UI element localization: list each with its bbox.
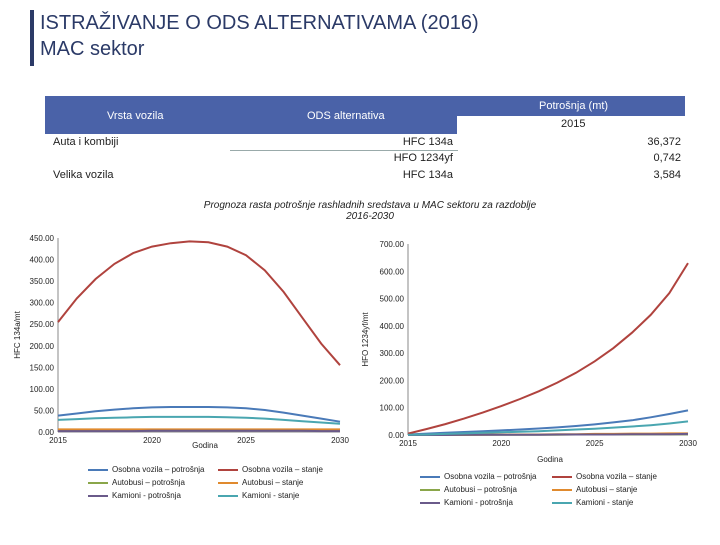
x-axis-label: Godina <box>537 455 563 464</box>
y-tick-label: 300.00 <box>30 299 55 308</box>
series-line-1 <box>58 407 340 422</box>
legend-swatch <box>218 495 238 497</box>
y-tick-label: 200.00 <box>380 376 405 385</box>
legend-label: Kamioni - potrošnja <box>112 491 181 500</box>
header-ods-alternative: ODS alternativa <box>307 110 385 122</box>
row3-alternative: HFC 134a <box>403 169 453 181</box>
y-tick-label: 0.00 <box>388 431 404 440</box>
legend-label: Osobna vozila – stanje <box>242 465 323 474</box>
y-tick-label: 100.00 <box>30 385 55 394</box>
legend-hfo1234yf <box>420 472 710 522</box>
series-line-6 <box>58 417 340 424</box>
legend-item <box>88 465 205 474</box>
legend-swatch <box>420 489 440 491</box>
legend-item <box>552 485 637 494</box>
legend-swatch <box>88 469 108 471</box>
x-tick-label: 2020 <box>143 436 161 445</box>
legend-swatch <box>88 482 108 484</box>
slide-title-line1: ISTRAŽIVANJE O ODS ALTERNATIVAMA (2016) <box>40 10 479 36</box>
header-vehicle-type: Vrsta vozila <box>107 110 163 122</box>
legend-label: Kamioni - stanje <box>242 491 299 500</box>
y-tick-label: 700.00 <box>380 240 405 249</box>
slide-title <box>40 10 479 62</box>
row2-alternative: HFO 1234yf <box>394 152 453 164</box>
chart-caption: Prognoza rasta potrošnje rashladnih sredstava u MAC sektoru za razdoblje 2016-2030 <box>200 200 540 222</box>
row-divider <box>230 150 458 151</box>
row1-value: 36,372 <box>647 136 681 148</box>
legend-label: Kamioni - potrošnja <box>444 498 513 507</box>
legend-item <box>420 472 537 481</box>
legend-item <box>88 491 181 500</box>
y-tick-label: 300.00 <box>380 349 405 358</box>
legend-swatch <box>420 502 440 504</box>
legend-label: Osobna vozila – potrošnja <box>112 465 205 474</box>
legend-item <box>420 498 513 507</box>
y-tick-label: 250.00 <box>30 320 55 329</box>
y-tick-label: 350.00 <box>30 277 55 286</box>
y-tick-label: 400.00 <box>30 256 55 265</box>
y-tick-label: 200.00 <box>30 342 55 351</box>
x-tick-label: 2030 <box>331 436 349 445</box>
legend-swatch <box>420 476 440 478</box>
row2-value: 0,742 <box>653 152 681 164</box>
row3-vehicle: Velika vozila <box>53 169 114 181</box>
x-tick-label: 2025 <box>237 436 255 445</box>
legend-swatch <box>88 495 108 497</box>
row3-value: 3,584 <box>653 169 681 181</box>
y-tick-label: 0.00 <box>38 428 54 437</box>
series-line-2 <box>58 241 340 365</box>
title-accent-bar <box>30 10 34 66</box>
row1-vehicle: Auta i kombiji <box>53 136 118 148</box>
y-tick-label: 50.00 <box>34 406 55 415</box>
legend-label: Kamioni - stanje <box>576 498 633 507</box>
x-tick-label: 2030 <box>679 439 697 448</box>
x-tick-label: 2025 <box>586 439 604 448</box>
x-tick-label: 2015 <box>399 439 417 448</box>
y-tick-label: 450.00 <box>30 234 55 243</box>
header-year: 2015 <box>561 118 585 130</box>
legend-label: Autobusi – stanje <box>242 478 303 487</box>
legend-item <box>218 491 299 500</box>
legend-item <box>218 478 303 487</box>
slide-title-line2: MAC sektor <box>40 36 479 62</box>
legend-swatch <box>552 489 572 491</box>
y-tick-label: 400.00 <box>380 322 405 331</box>
legend-swatch <box>552 476 572 478</box>
legend-item <box>88 478 185 487</box>
series-line-2 <box>408 263 688 434</box>
x-axis-label: Godina <box>192 441 218 450</box>
legend-label: Autobusi – stanje <box>576 485 637 494</box>
legend-label: Osobna vozila – potrošnja <box>444 472 537 481</box>
legend-swatch <box>218 482 238 484</box>
legend-swatch <box>552 502 572 504</box>
y-tick-label: 150.00 <box>30 363 55 372</box>
y-tick-label: 600.00 <box>380 267 405 276</box>
x-tick-label: 2015 <box>49 436 67 445</box>
legend-item <box>552 472 657 481</box>
y-tick-label: 100.00 <box>380 404 405 413</box>
legend-item <box>552 498 633 507</box>
consumption-table <box>45 96 685 184</box>
y-tick-label: 500.00 <box>380 295 405 304</box>
legend-item <box>420 485 517 494</box>
y-axis-label: HFO 1234yf/mt <box>361 312 370 367</box>
row1-alternative: HFC 134a <box>403 136 453 148</box>
legend-label: Autobusi – potrošnja <box>444 485 517 494</box>
legend-label: Osobna vozila – stanje <box>576 472 657 481</box>
legend-swatch <box>218 469 238 471</box>
header-consumption: Potrošnja (mt) <box>539 100 608 112</box>
legend-label: Autobusi – potrošnja <box>112 478 185 487</box>
legend-item <box>218 465 323 474</box>
y-axis-label: HFC 134a/mt <box>13 310 22 358</box>
legend-hfc134a <box>88 465 348 515</box>
x-tick-label: 2020 <box>492 439 510 448</box>
